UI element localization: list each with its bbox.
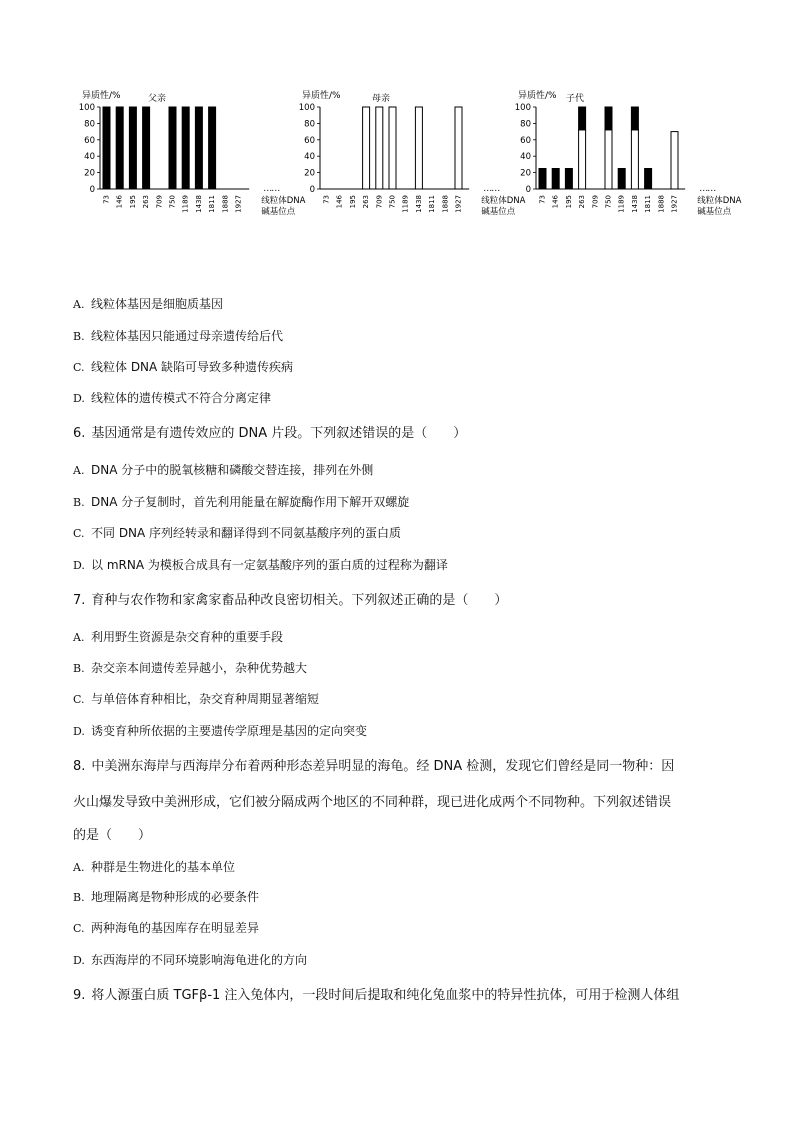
bar-black-195 — [565, 169, 572, 190]
bar-black-146 — [116, 107, 123, 189]
option-label: A. — [73, 298, 85, 311]
option-label: A. — [73, 861, 85, 874]
x-tick-label: 709 — [375, 195, 384, 209]
question-line — [73, 987, 679, 1005]
bar-white-750 — [389, 107, 396, 189]
bar-white-709 — [376, 107, 383, 189]
x-tick-label: 263 — [142, 195, 151, 209]
option-text: 线粒体基因是细胞质基因 — [91, 297, 224, 311]
option-label: C. — [73, 922, 85, 935]
x-tick-label: 146 — [335, 195, 344, 209]
option-line — [73, 389, 271, 408]
y-tick-label: 100 — [298, 103, 315, 113]
option-line — [73, 628, 283, 647]
bar-black-146 — [552, 169, 559, 190]
bar-white-1438 — [631, 130, 638, 189]
question-text: 基因通常是有遗传效应的 DNA 片段。下列叙述错误的是（ ） — [91, 426, 467, 441]
option-label: A. — [73, 464, 85, 477]
option-line — [73, 358, 293, 377]
x-tick-label: 1927 — [670, 195, 679, 213]
question-number: 8. — [73, 759, 86, 774]
question-text: 将人源蛋白质 TGFβ-1 注入兔体内，一段时间后提取和纯化兔血浆中的特异性抗体，可用于检测人体组 — [91, 988, 680, 1003]
x-axis-label-line2: 碱基位点 — [481, 207, 516, 217]
option-line — [73, 295, 223, 314]
x-axis-label-line1: 线粒体DNA — [261, 196, 306, 206]
x-tick-label: 73 — [538, 195, 547, 204]
bar-black-73 — [539, 169, 546, 190]
x-tick-label: 195 — [128, 195, 137, 209]
option-label: B. — [73, 330, 85, 343]
question-number: 7. — [73, 593, 86, 608]
x-tick-label: 709 — [155, 195, 164, 209]
bar-white-263 — [579, 130, 586, 189]
axis-ellipsis: …… — [263, 184, 280, 194]
chart-title: 子代 — [566, 94, 585, 104]
x-tick-label: 263 — [362, 195, 371, 209]
bar-black-1189 — [618, 169, 625, 190]
x-tick-label: 750 — [168, 195, 177, 209]
x-tick-label: 1927 — [234, 195, 243, 213]
x-tick-label: 1189 — [181, 195, 190, 213]
bar-black-195 — [129, 107, 136, 189]
option-line — [73, 888, 259, 907]
x-tick-label: 1811 — [208, 195, 217, 213]
y-tick-label: 100 — [78, 103, 95, 113]
x-tick-label: 1888 — [657, 195, 666, 213]
axis-ellipsis: …… — [483, 184, 500, 194]
option-label: D. — [73, 725, 85, 738]
x-tick-label: 1438 — [194, 195, 203, 213]
figure-heteroplasmy-charts — [70, 86, 742, 226]
x-tick-label: 73 — [102, 195, 111, 204]
option-label: D. — [73, 954, 85, 967]
y-tick-label: 80 — [520, 119, 531, 130]
option-text: 线粒体的遗传模式不符合分离定律 — [91, 391, 272, 405]
x-tick-label: 195 — [564, 195, 573, 209]
y-tick-label: 40 — [84, 152, 95, 163]
y-tick-label: 0 — [525, 185, 531, 195]
option-text: 诱变育种所依据的主要遗传学原理是基因的定向突变 — [91, 724, 368, 738]
option-line — [73, 919, 259, 938]
question-line — [73, 827, 151, 845]
y-axis-label: 异质性/% — [302, 91, 341, 101]
option-line — [73, 951, 307, 970]
chart-title: 父亲 — [148, 94, 167, 104]
x-tick-label: 146 — [115, 195, 124, 209]
y-tick-label: 60 — [520, 135, 531, 146]
option-label: B. — [73, 891, 85, 904]
question-line — [73, 592, 507, 610]
bar-black-1438 — [631, 107, 638, 130]
chart-svg — [290, 86, 526, 226]
x-tick-label: 1438 — [630, 195, 639, 213]
option-label: A. — [73, 631, 85, 644]
option-text: 利用野生资源是杂交育种的重要手段 — [91, 630, 284, 644]
y-tick-label: 80 — [304, 119, 315, 130]
y-tick-label: 20 — [84, 168, 95, 179]
question-text: 中美洲东海岸与西海岸分布着两种形态差异明显的海龟。经 DNA 检测，发现它们曾经是同一物种：因 — [91, 759, 675, 774]
bar-black-750 — [169, 107, 176, 189]
bar-black-263 — [579, 107, 586, 130]
y-tick-label: 0 — [309, 185, 315, 195]
option-label: D. — [73, 559, 85, 572]
chart-svg — [70, 86, 306, 226]
bar-white-1927 — [455, 107, 462, 189]
option-text: 与单倍体育种相比，杂交育种周期显著缩短 — [91, 692, 320, 706]
y-tick-label: 100 — [514, 103, 531, 113]
x-axis-label-line1: 线粒体DNA — [697, 196, 742, 206]
x-tick-label: 1888 — [221, 195, 230, 213]
option-label: C. — [73, 361, 85, 374]
option-label: C. — [73, 527, 85, 540]
x-tick-label: 1927 — [454, 195, 463, 213]
x-tick-label: 1811 — [644, 195, 653, 213]
bar-black-73 — [103, 107, 110, 189]
x-tick-label: 1811 — [428, 195, 437, 213]
option-line — [73, 722, 367, 741]
x-tick-label: 195 — [348, 195, 357, 209]
bar-white-263 — [363, 107, 370, 189]
chart-father — [70, 86, 306, 226]
question-line — [73, 758, 674, 776]
option-line — [73, 690, 319, 709]
x-tick-label: 146 — [551, 195, 560, 209]
chart-svg — [506, 86, 742, 226]
y-tick-label: 20 — [304, 168, 315, 179]
option-line — [73, 556, 448, 575]
option-text: 地理隔离是物种形成的必要条件 — [91, 890, 260, 904]
x-tick-label: 1888 — [441, 195, 450, 213]
y-tick-label: 60 — [84, 135, 95, 146]
x-axis-label-line1: 线粒体DNA — [481, 196, 526, 206]
x-tick-label: 263 — [578, 195, 587, 209]
option-line — [73, 659, 307, 678]
bar-white-1927 — [671, 132, 678, 189]
question-text: 的是（ ） — [73, 828, 152, 843]
question-number: 6. — [73, 426, 86, 441]
option-text: 两种海龟的基因库存在明显差异 — [91, 921, 260, 935]
x-tick-label: 1438 — [414, 195, 423, 213]
y-axis-label: 异质性/% — [518, 91, 557, 101]
option-line — [73, 327, 283, 346]
y-tick-label: 0 — [89, 185, 95, 195]
chart-title: 母亲 — [372, 94, 391, 104]
x-tick-label: 750 — [388, 195, 397, 209]
option-text: 线粒体 DNA 缺陷可导致多种遗传疾病 — [91, 360, 294, 374]
y-tick-label: 20 — [520, 168, 531, 179]
axis-ellipsis: …… — [699, 184, 716, 194]
x-axis-label-line2: 碱基位点 — [697, 207, 732, 217]
x-tick-label: 73 — [322, 195, 331, 204]
bar-black-1189 — [182, 107, 189, 189]
bar-black-1811 — [209, 107, 216, 189]
bar-black-1438 — [195, 107, 202, 189]
option-line — [73, 493, 409, 512]
x-tick-label: 1189 — [617, 195, 626, 213]
option-text: 杂交亲本间遗传差异越小，杂种优势越大 — [91, 661, 308, 675]
x-tick-label: 750 — [604, 195, 613, 209]
option-text: 线粒体基因只能通过母亲遗传给后代 — [91, 329, 284, 343]
option-text: 东西海岸的不同环境影响海龟进化的方向 — [91, 953, 308, 967]
option-label: C. — [73, 693, 85, 706]
x-tick-label: 709 — [591, 195, 600, 209]
option-text: 以 mRNA 为模板合成具有一定氨基酸序列的蛋白质的过程称为翻译 — [91, 558, 448, 572]
question-text: 育种与农作物和家禽家畜品种改良密切相关。下列叙述正确的是（ ） — [91, 593, 508, 608]
option-label: B. — [73, 496, 85, 509]
y-tick-label: 80 — [84, 119, 95, 130]
option-label: D. — [73, 392, 85, 405]
option-line — [73, 858, 235, 877]
bar-black-1811 — [645, 169, 652, 190]
y-tick-label: 60 — [304, 135, 315, 146]
bar-white-750 — [605, 130, 612, 189]
y-tick-label: 40 — [520, 152, 531, 163]
x-axis-label-line2: 碱基位点 — [261, 207, 296, 217]
bar-black-263 — [143, 107, 150, 189]
question-text: 火山爆发导致中美洲形成，它们被分隔成两个地区的不同种群，现已进化成两个不同物种。下列叙述错误 — [73, 795, 672, 810]
chart-mother — [290, 86, 526, 226]
bar-black-750 — [605, 107, 612, 130]
option-line — [73, 461, 373, 480]
option-line — [73, 524, 401, 543]
bar-white-1438 — [415, 107, 422, 189]
y-tick-label: 40 — [304, 152, 315, 163]
option-text: DNA 分子复制时，首先利用能量在解旋酶作用下解开双螺旋 — [91, 495, 410, 509]
y-axis-label: 异质性/% — [82, 91, 121, 101]
option-label: B. — [73, 662, 85, 675]
option-text: 不同 DNA 序列经转录和翻译得到不同氨基酸序列的蛋白质 — [91, 526, 402, 540]
question-number: 9. — [73, 988, 86, 1003]
question-line — [73, 425, 466, 443]
option-text: 种群是生物进化的基本单位 — [91, 860, 236, 874]
chart-offspring — [506, 86, 742, 226]
option-text: DNA 分子中的脱氧核糖和磷酸交替连接，排列在外侧 — [91, 463, 374, 477]
question-line — [73, 794, 671, 812]
x-tick-label: 1189 — [401, 195, 410, 213]
